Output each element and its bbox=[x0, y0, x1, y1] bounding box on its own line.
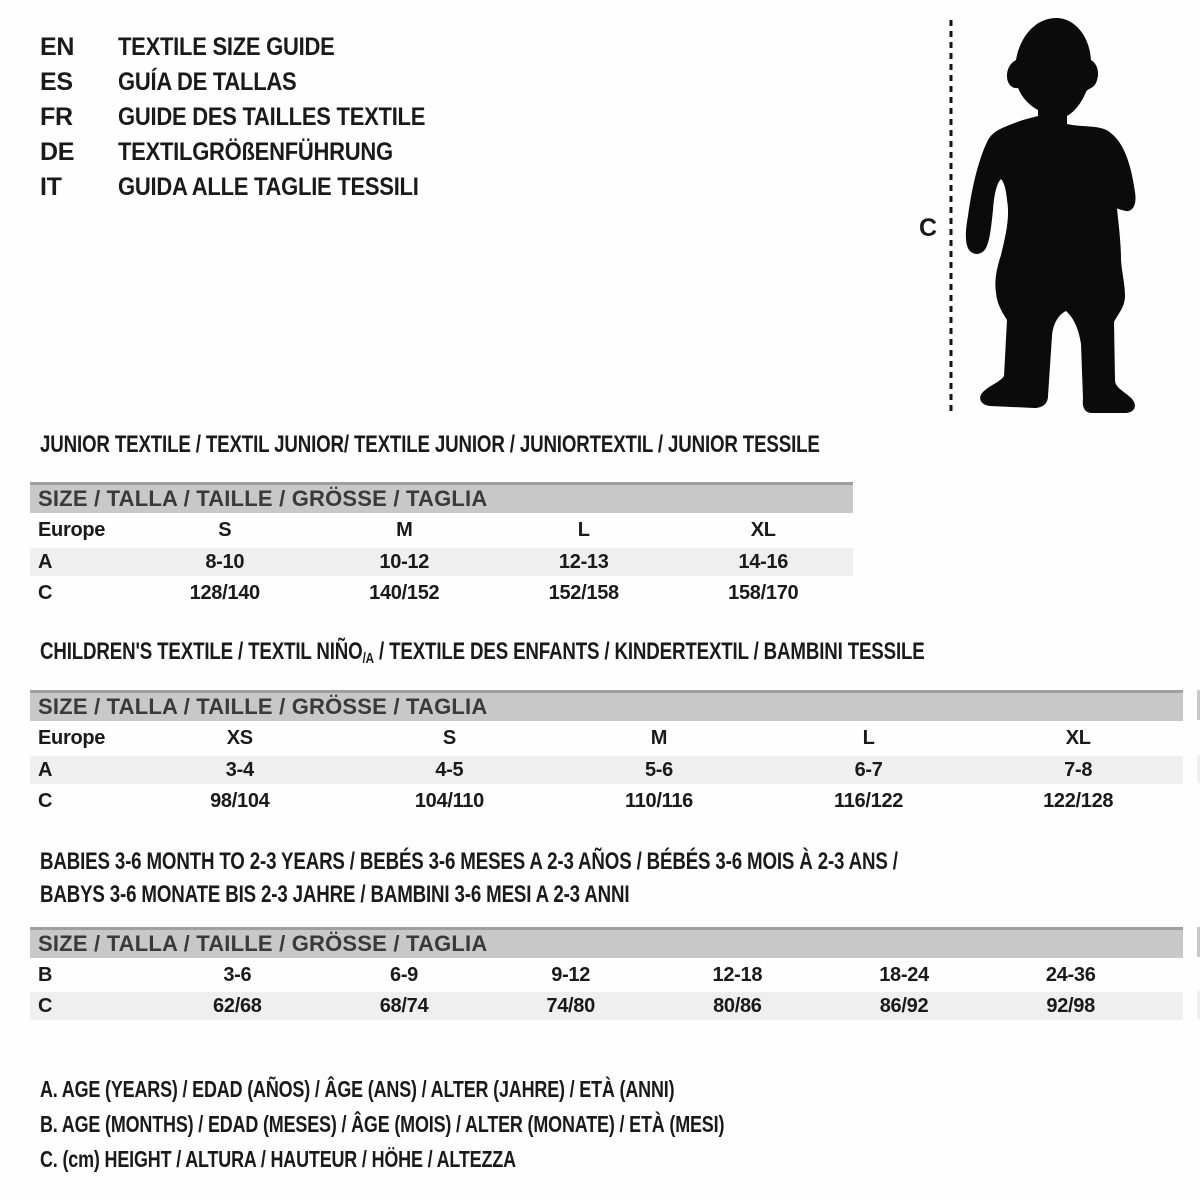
value-cell: 6-9 bbox=[390, 963, 419, 986]
value-cell: 86/92 bbox=[879, 994, 929, 1017]
value-cell: 3-4 bbox=[225, 758, 254, 781]
table-row-age-months bbox=[30, 958, 1183, 992]
language-code: DE bbox=[40, 138, 75, 166]
size-header-text: SIZE / TALLA / TAILLE / GRÖSSE / TAGLIA bbox=[38, 931, 488, 956]
language-title: GUIDA ALLE TAGLIE TESSILI bbox=[118, 173, 419, 201]
heading-subscript: /A bbox=[362, 650, 374, 667]
table-row-height bbox=[30, 576, 853, 611]
table-row-height bbox=[30, 992, 1183, 1020]
size-column-cell: XL bbox=[750, 519, 776, 541]
children-size-table bbox=[30, 690, 1183, 819]
value-cell: 68/74 bbox=[379, 994, 429, 1017]
language-code: IT bbox=[40, 173, 62, 201]
value-cell: 8-10 bbox=[205, 550, 245, 573]
value-cell: 3-6 bbox=[223, 963, 252, 986]
heading-line: BABYS 3-6 MONATE BIS 2-3 JAHRE / BAMBINI 3-6 MESI A 2-3 ANNI bbox=[40, 881, 630, 908]
measurement-legend bbox=[40, 1072, 917, 1177]
size-column-cell: XS bbox=[226, 727, 253, 749]
row-label-cell: C bbox=[38, 582, 53, 604]
value-cell: 128/140 bbox=[189, 582, 260, 604]
language-row bbox=[40, 100, 467, 135]
junior-size-table bbox=[30, 482, 853, 611]
legend-line-b: B. AGE (MONTHS) / EDAD (MESES) / ÂGE (MOIS) / ALTER (MONATE) / ETÀ (MESI) bbox=[40, 1111, 725, 1137]
region-label-cell: Europe bbox=[38, 727, 106, 749]
table-row-age bbox=[30, 756, 1183, 784]
baby-silhouette bbox=[966, 18, 1136, 413]
baby-silhouette-graphic bbox=[915, 12, 1150, 422]
value-cell: 10-12 bbox=[379, 550, 430, 573]
language-title-list bbox=[40, 30, 467, 205]
table-row-columns bbox=[30, 721, 1183, 756]
language-title: TEXTILE SIZE GUIDE bbox=[118, 33, 335, 61]
language-title: GUIDE DES TAILLES TEXTILE bbox=[118, 103, 426, 131]
value-cell: 104/110 bbox=[414, 790, 484, 812]
value-cell: 18-24 bbox=[879, 963, 929, 986]
heading-text: CHILDREN'S TEXTILE / TEXTIL NIÑO bbox=[40, 638, 363, 665]
size-header-bar bbox=[30, 927, 1183, 958]
value-cell: 80/86 bbox=[713, 994, 762, 1017]
value-cell: 158/170 bbox=[728, 582, 799, 604]
region-label-cell: Europe bbox=[38, 519, 106, 541]
value-cell: 6-7 bbox=[854, 758, 883, 781]
value-cell: 116/122 bbox=[834, 790, 904, 812]
table-row-age bbox=[30, 548, 853, 576]
language-row bbox=[40, 65, 467, 100]
language-code: ES bbox=[40, 68, 73, 96]
value-cell: 74/80 bbox=[546, 994, 595, 1017]
language-row bbox=[40, 30, 467, 65]
value-cell: 7-8 bbox=[1064, 758, 1093, 781]
row-label-cell: A bbox=[38, 758, 53, 781]
children-section-heading bbox=[40, 640, 925, 671]
value-cell: 9-12 bbox=[551, 963, 591, 986]
table-row-height bbox=[30, 784, 1183, 819]
legend-line-a: A. AGE (YEARS) / EDAD (AÑOS) / ÂGE (ANS) / ALTER (JAHRE) / ETÀ (ANNI) bbox=[40, 1076, 675, 1102]
value-cell: 140/152 bbox=[369, 582, 440, 604]
value-cell: 122/128 bbox=[1043, 790, 1114, 812]
value-cell: 12-13 bbox=[558, 550, 609, 573]
value-cell: 152/158 bbox=[548, 582, 619, 604]
language-title: TEXTILGRÖßENFÜHRUNG bbox=[118, 138, 393, 166]
size-header-bar bbox=[30, 482, 853, 513]
height-measure-label: C bbox=[918, 214, 938, 242]
row-label-cell: C bbox=[38, 994, 53, 1017]
language-title: GUÍA DE TALLAS bbox=[118, 68, 297, 96]
table-row-columns bbox=[30, 513, 853, 548]
value-cell: 62/68 bbox=[213, 994, 262, 1017]
value-cell: 12-18 bbox=[712, 963, 763, 986]
heading-line: BABIES 3-6 MONTH TO 2-3 YEARS / BEBÉS 3-6 MESES A 2-3 AÑOS / BÉBÉS 3-6 MOIS À 2-3 ANS / bbox=[40, 848, 898, 875]
size-header-text: SIZE / TALLA / TAILLE / GRÖSSE / TAGLIA bbox=[38, 694, 488, 719]
value-cell: 5-6 bbox=[644, 758, 673, 781]
language-code: FR bbox=[40, 103, 73, 131]
value-cell: 14-16 bbox=[738, 550, 789, 573]
size-column-cell: XL bbox=[1065, 727, 1091, 749]
size-column-cell: L bbox=[577, 519, 590, 541]
size-column-cell: S bbox=[442, 727, 456, 749]
size-column-cell: M bbox=[396, 519, 413, 541]
babies-section-heading bbox=[40, 845, 898, 911]
row-label-cell: C bbox=[38, 790, 53, 812]
size-column-cell: L bbox=[862, 727, 875, 749]
babies-size-table bbox=[30, 927, 1183, 1020]
value-cell: 110/116 bbox=[624, 790, 693, 812]
row-label-cell: B bbox=[38, 963, 53, 986]
heading-text: / TEXTILE DES ENFANTS / KINDERTEXTIL / BAMBINI TESSILE bbox=[373, 638, 925, 665]
size-header-bar bbox=[30, 690, 1183, 721]
language-row bbox=[40, 135, 467, 170]
size-column-cell: M bbox=[650, 727, 668, 749]
row-label-cell: A bbox=[38, 550, 53, 573]
legend-line-c: C. (cm) HEIGHT / ALTURA / HAUTEUR / HÖHE / ALTEZZA bbox=[40, 1146, 516, 1172]
value-cell: 24-36 bbox=[1045, 963, 1096, 986]
language-row bbox=[40, 170, 467, 205]
size-column-cell: S bbox=[218, 519, 232, 541]
value-cell: 4-5 bbox=[435, 758, 464, 781]
size-header-text: SIZE / TALLA / TAILLE / GRÖSSE / TAGLIA bbox=[38, 486, 488, 511]
value-cell: 92/98 bbox=[1046, 994, 1095, 1017]
language-code: EN bbox=[40, 33, 75, 61]
value-cell: 98/104 bbox=[210, 790, 270, 812]
junior-section-heading: JUNIOR TEXTILE / TEXTIL JUNIOR/ TEXTILE JUNIOR / JUNIORTEXTIL / JUNIOR TESSILE bbox=[40, 431, 820, 458]
